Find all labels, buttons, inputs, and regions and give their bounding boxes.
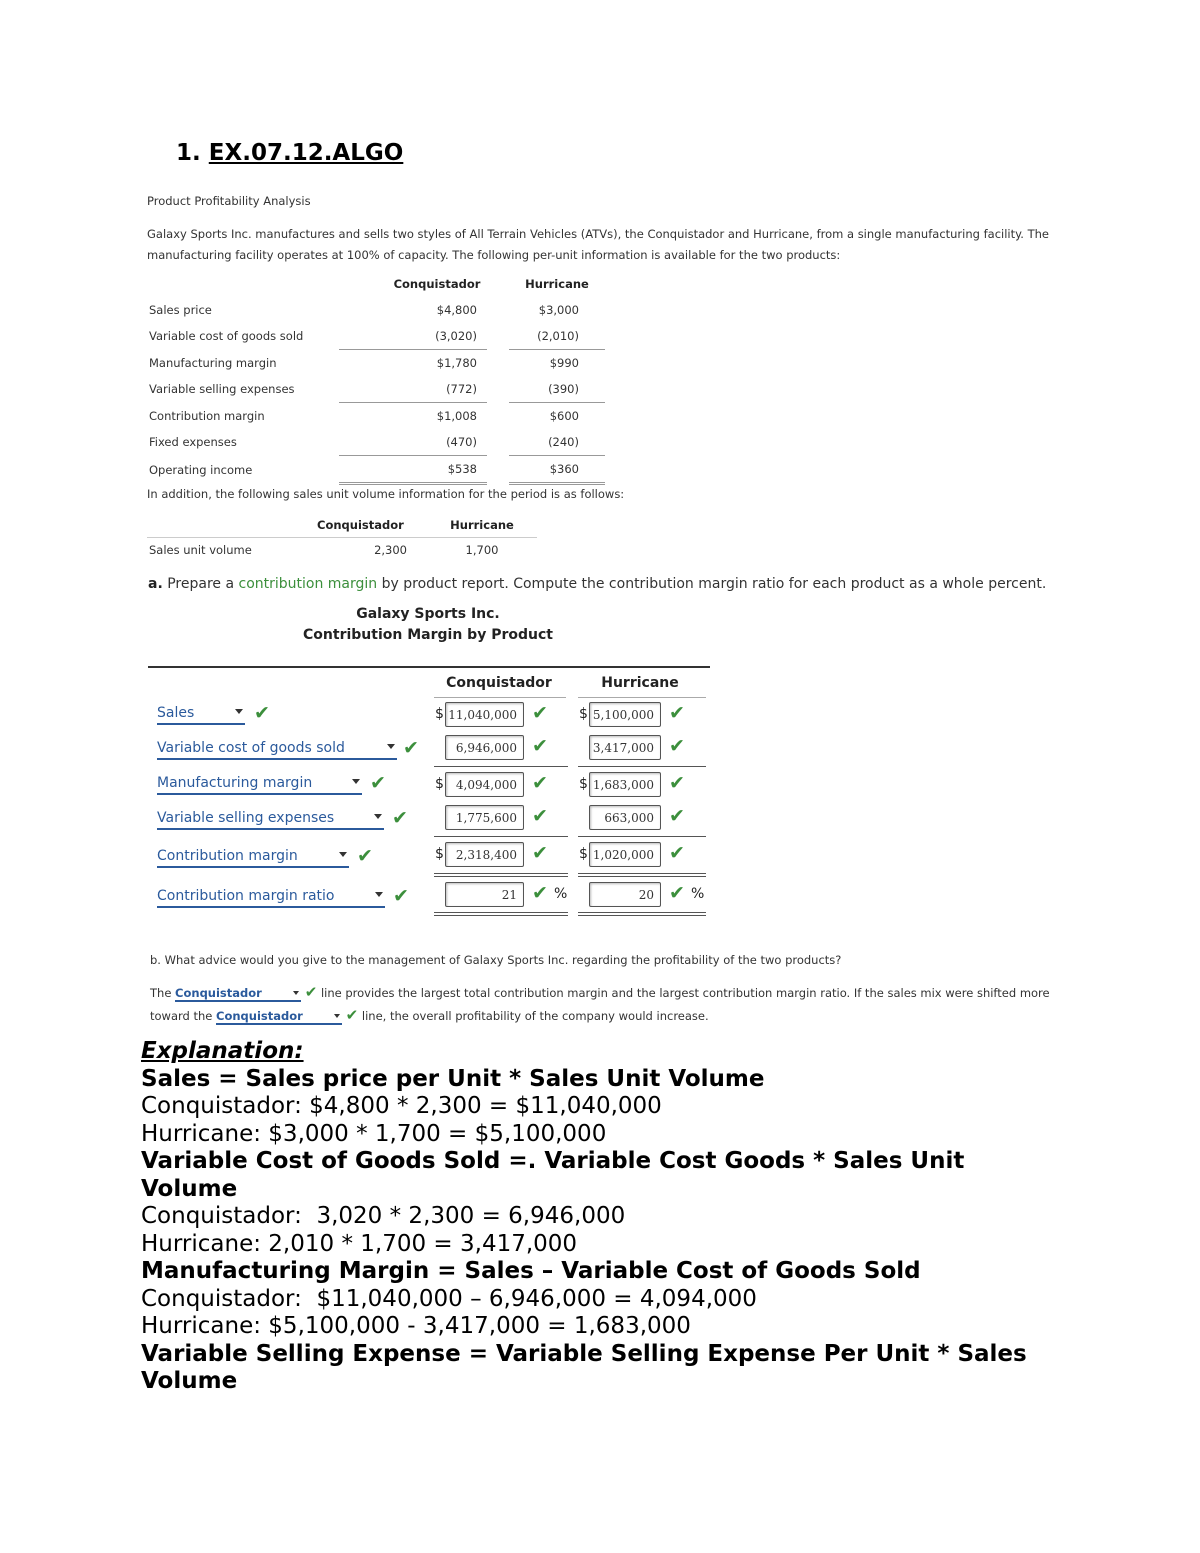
part-a-text-after: by product report. Compute the contribution margin ratio for each product as a whole percent. <box>381 576 1047 592</box>
subtotal-line <box>434 766 568 767</box>
row-label: Manufacturing margin <box>149 355 277 370</box>
row-select-variable-cogs[interactable] <box>157 740 397 760</box>
select-value: Contribution margin <box>157 848 298 864</box>
dollar-sign: $ <box>579 846 588 862</box>
dropdown-arrow-icon <box>334 1014 340 1018</box>
dropdown-arrow-icon <box>293 991 299 995</box>
checkmark-icon: ✔ <box>669 805 685 827</box>
cm-conquistador-input[interactable]: 2,318,400 <box>445 842 524 867</box>
cmr-conquistador-input[interactable]: 21 <box>445 882 524 907</box>
part-b-question: b. What advice would you give to the management of Galaxy Sports Inc. regarding the profitability of the two products? <box>150 953 842 967</box>
total-double-line <box>434 912 568 916</box>
checkmark-icon: ✔ <box>403 737 419 759</box>
volume-header-hurricane: Hurricane <box>450 518 514 532</box>
part-a-text-before: Prepare a <box>167 576 235 592</box>
row-value-h: (2,010) <box>537 329 579 343</box>
row-select-variable-selling[interactable] <box>157 810 384 830</box>
dollar-sign: $ <box>435 706 444 722</box>
total-double-line <box>434 873 568 877</box>
part-b-select-1[interactable] <box>175 986 301 1002</box>
subtotal-line <box>578 836 706 837</box>
vcogs-hurricane-input[interactable]: 3,417,000 <box>589 735 661 760</box>
checkmark-icon: ✔ <box>669 882 685 904</box>
select-value: Sales <box>157 705 195 721</box>
checkmark-icon: ✔ <box>254 702 270 724</box>
table-row <box>147 323 605 350</box>
col-header-line <box>434 697 566 698</box>
table-row <box>147 297 605 323</box>
row-label: Variable cost of goods sold <box>149 329 304 344</box>
checkmark-icon: ✔ <box>532 772 548 794</box>
explanation-title: Explanation: <box>141 1038 304 1064</box>
select-value: Variable cost of goods sold <box>157 740 345 756</box>
row-value-c: $538 <box>447 462 477 476</box>
dropdown-arrow-icon <box>387 744 395 749</box>
checkmark-icon: ✔ <box>532 735 548 757</box>
part-b-select-2[interactable] <box>216 1009 342 1025</box>
select-value: Conquistador <box>175 986 262 1000</box>
explanation <box>141 1038 1027 1396</box>
report-company: Galaxy Sports Inc. <box>356 606 500 622</box>
row-select-cm-ratio[interactable] <box>157 888 385 908</box>
select-value: Contribution margin ratio <box>157 888 335 904</box>
explanation-line: Hurricane: $3,000 * 1,700 = $5,100,000 <box>141 1120 607 1147</box>
vcogs-conquistador-input[interactable]: 6,946,000 <box>445 735 524 760</box>
volume-header-conquistador: Conquistador <box>317 518 404 532</box>
report-col-hurricane: Hurricane <box>601 675 679 691</box>
explanation-line: Conquistador: 3,020 * 2,300 = 6,946,000 <box>141 1203 626 1229</box>
problem-code: EX.07.12.ALGO <box>208 140 404 166</box>
table-row <box>147 429 605 456</box>
dropdown-arrow-icon <box>235 709 243 714</box>
volume-table <box>147 513 537 562</box>
sales-hurricane-input[interactable]: 5,100,000 <box>589 702 661 727</box>
explanation-line: Conquistador: $11,040,000 – 6,946,000 = 4,094,000 <box>141 1285 757 1312</box>
table-row <box>147 403 605 430</box>
part-b-sentence-2 <box>150 1006 709 1025</box>
explanation-line: Volume <box>141 1175 238 1202</box>
table-row <box>147 376 605 403</box>
intro-line-2: manufacturing facility operates at 100% of capacity. The following per-unit information is available for the two products: <box>147 248 841 262</box>
percent-sign: % <box>691 886 705 902</box>
table-row <box>147 456 605 484</box>
checkmark-icon: ✔ <box>304 983 318 1001</box>
row-label: Sales price <box>149 303 212 317</box>
checkmark-icon: ✔ <box>532 882 548 904</box>
table-row <box>147 350 605 377</box>
explanation-line: Variable Cost of Goods Sold =. Variable Cost Goods * Sales Unit <box>141 1148 965 1174</box>
checkmark-icon: ✔ <box>669 735 685 757</box>
checkmark-icon: ✔ <box>669 772 685 794</box>
mm-hurricane-input[interactable]: 1,683,000 <box>589 772 661 797</box>
row-label: Contribution margin <box>149 408 265 423</box>
s2-post: line, the overall profitability of the company would increase. <box>361 1009 709 1023</box>
dropdown-arrow-icon <box>339 852 347 857</box>
row-value-h: (240) <box>548 435 579 449</box>
s2-pre: toward the <box>150 1009 213 1023</box>
checkmark-icon: ✔ <box>532 842 548 864</box>
intro-line-1: Galaxy Sports Inc. manufactures and sells two styles of All Terrain Vehicles (ATVs), the Conquistador and Hurricane, from a single manufacturing facility. The <box>147 227 1049 241</box>
row-label: Operating income <box>149 462 253 477</box>
volume-value-h: 1,700 <box>465 543 499 557</box>
sales-conquistador-input[interactable]: 11,040,000 <box>445 702 524 727</box>
row-value-c: (3,020) <box>435 329 477 343</box>
row-value-c: (470) <box>446 435 477 449</box>
problem-number: 1. <box>176 140 201 166</box>
problem-heading <box>176 140 403 166</box>
additional-info-text: In addition, the following sales unit volume information for the period is as follows: <box>147 487 625 501</box>
s1-pre: The <box>150 986 172 1000</box>
row-value-h: $360 <box>549 462 579 476</box>
dollar-sign: $ <box>435 846 444 862</box>
part-a-letter: a. <box>148 576 163 592</box>
volume-value-c: 2,300 <box>374 543 407 557</box>
unit-header-conquistador: Conquistador <box>393 277 481 291</box>
row-value-h: (390) <box>548 382 579 396</box>
s1-post: line provides the largest total contribution margin and the largest contribution margin ratio. If the sales mix were shifted more <box>320 986 1050 1000</box>
explanation-line: Hurricane: $5,100,000 - 3,417,000 = 1,683,000 <box>141 1313 691 1339</box>
dollar-sign: $ <box>579 706 588 722</box>
vse-conquistador-input[interactable]: 1,775,600 <box>445 805 524 830</box>
row-value-h: $600 <box>549 409 579 423</box>
checkmark-icon: ✔ <box>532 805 548 827</box>
explanation-line: Conquistador: $4,800 * 2,300 = $11,040,000 <box>141 1093 662 1119</box>
row-label: Fixed expenses <box>149 435 237 450</box>
total-double-line <box>578 873 706 877</box>
row-value-c: $4,800 <box>436 303 477 317</box>
total-double-line <box>578 912 706 916</box>
explanation-line: Hurricane: 2,010 * 1,700 = 3,417,000 <box>141 1230 578 1257</box>
subtotal-line <box>434 836 568 837</box>
explanation-line: Sales = Sales price per Unit * Sales Unit Volume <box>141 1065 765 1092</box>
part-a-question <box>148 576 1046 592</box>
report-top-rule <box>148 666 710 668</box>
col-header-line <box>578 697 706 698</box>
subtotal-line <box>578 766 706 767</box>
row-select-sales[interactable] <box>157 705 245 725</box>
unit-header-hurricane: Hurricane <box>525 277 589 291</box>
report-col-conquistador: Conquistador <box>446 675 552 691</box>
dropdown-arrow-icon <box>375 892 383 897</box>
row-select-contribution-margin[interactable] <box>157 848 349 868</box>
explanation-line: Volume <box>141 1368 238 1394</box>
row-value-c: $1,780 <box>436 356 477 370</box>
select-value: Conquistador <box>216 1009 303 1023</box>
checkmark-icon: ✔ <box>370 772 386 794</box>
row-label: Variable selling expenses <box>149 382 295 397</box>
mm-conquistador-input[interactable]: 4,094,000 <box>445 772 524 797</box>
problem-subtitle: Product Profitability Analysis <box>147 194 311 208</box>
volume-label: Sales unit volume <box>149 543 252 557</box>
checkmark-icon: ✔ <box>357 845 373 867</box>
row-select-manufacturing-margin[interactable] <box>157 775 362 795</box>
checkmark-icon: ✔ <box>345 1006 359 1024</box>
part-b-sentence-1 <box>150 983 1050 1002</box>
dropdown-arrow-icon <box>374 814 382 819</box>
cm-hurricane-input[interactable]: 1,020,000 <box>589 842 661 867</box>
contribution-margin-link[interactable]: contribution margin <box>238 576 378 592</box>
checkmark-icon: ✔ <box>393 885 409 907</box>
checkmark-icon: ✔ <box>669 702 685 724</box>
percent-sign: % <box>554 886 568 902</box>
checkmark-icon: ✔ <box>532 702 548 724</box>
report-title: Contribution Margin by Product <box>303 627 553 643</box>
problem-intro <box>147 224 1062 266</box>
row-value-h: $990 <box>549 356 579 370</box>
dollar-sign: $ <box>579 776 588 792</box>
cmr-hurricane-input[interactable]: 20 <box>589 882 661 907</box>
explanation-line: Manufacturing Margin = Sales – Variable Cost of Goods Sold <box>141 1258 921 1284</box>
row-value-h: $3,000 <box>538 303 579 317</box>
select-value: Variable selling expenses <box>157 810 335 826</box>
checkmark-icon: ✔ <box>392 807 408 829</box>
dollar-sign: $ <box>435 776 444 792</box>
row-value-c: (772) <box>446 382 477 396</box>
select-value: Manufacturing margin <box>157 775 313 791</box>
checkmark-icon: ✔ <box>669 842 685 864</box>
vse-hurricane-input[interactable]: 663,000 <box>589 805 661 830</box>
row-value-c: $1,008 <box>436 409 477 423</box>
unit-info-table <box>147 271 605 485</box>
explanation-line: Variable Selling Expense = Variable Selling Expense Per Unit * Sales <box>141 1340 1027 1367</box>
dropdown-arrow-icon <box>352 779 360 784</box>
